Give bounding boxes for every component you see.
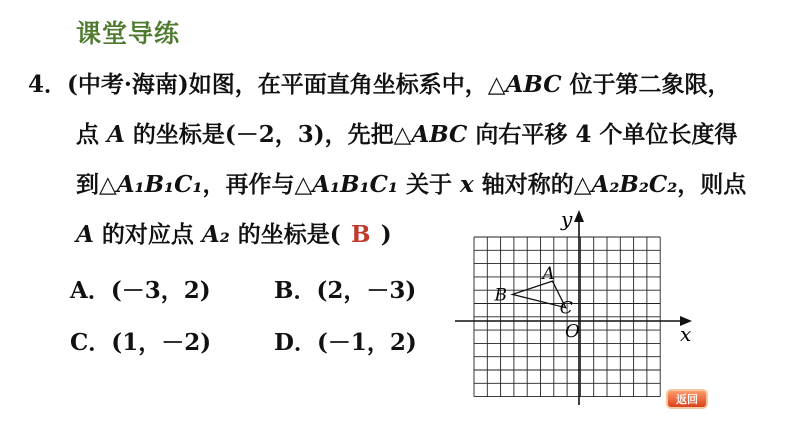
question-text: 的坐标是(－2，3)，先把△ [124,121,412,148]
y-axis-label: y [561,207,573,231]
triangle-label: ABC [411,121,468,148]
question-source: (中考·海南) [67,71,189,98]
axes [455,210,692,405]
point-a-label: A [542,264,555,285]
origin-label: O [565,321,580,342]
question-text: 点 [76,121,108,148]
point-b-label: B [494,285,507,306]
y-axis-arrow [574,210,584,222]
option-c: C．(1，－2) [70,329,212,356]
question-text: 关于 [398,171,461,198]
section-title: 课堂导练 [76,19,181,48]
back-button[interactable]: 返回 [666,389,708,409]
question-text: 的坐标是( [229,221,341,248]
x-axis-label: x [680,322,692,346]
point-label: A [107,121,125,148]
question-text: 向右平移 4 个单位长度得 [467,121,738,148]
question-text: 位于第二象限， [561,71,731,98]
triangle-label: A₁B₁C₁ [312,171,399,198]
question-text: 如图，在平面直角坐标系中，△ [188,71,506,98]
option-a: A．(－3，2) [70,277,211,304]
option-d: D．(－1，2) [274,329,417,356]
point-label: A₂ [201,221,230,248]
option-b: B．(2，－3) [274,277,417,304]
triangle-label: A₁B₁C₁ [116,171,203,198]
answer-text: B [350,221,371,248]
point-label: A [76,221,94,248]
question-number: 4． [28,71,68,98]
triangle-label: ABC [505,71,562,98]
question-text: ，再作与△ [202,171,313,198]
triangle-label: A₂B₂C₂ [591,171,678,198]
axis-name: x [460,171,474,198]
question-text: ，则点 [677,171,747,198]
question-text: 轴对称的△ [473,171,592,198]
question-text: ) [380,221,392,248]
point-c-label: C [559,298,573,319]
question-text: 的对应点 [93,221,202,248]
question-text: 到△ [76,171,117,198]
